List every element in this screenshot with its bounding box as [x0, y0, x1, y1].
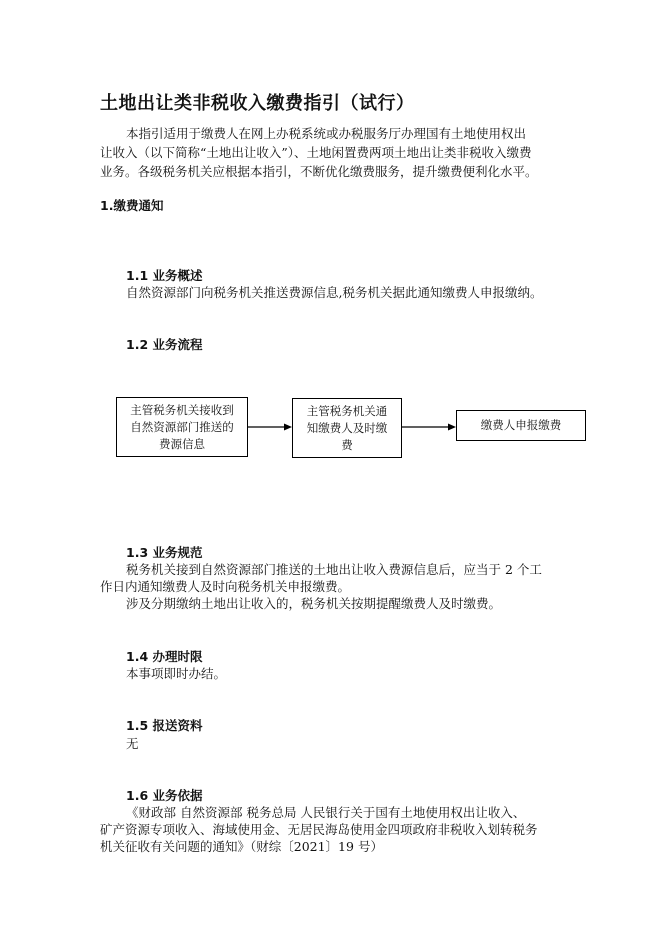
flow-arrowhead-2	[448, 424, 456, 431]
standards-line-1: 税务机关接到自然资源部门推送的土地出让收入费源信息后，应当于 2 个工	[126, 562, 542, 577]
basis-line-2: 矿产资源专项收入、海域使用金、无居民海岛使用金四项政府非税收入划转税务	[100, 822, 538, 837]
intro-line-1: 本指引适用于缴费人在网上办税系统或办税服务厅办理国有土地使用权出	[126, 126, 527, 141]
flow-step-notify-label: 主管税务机关通 知缴费人及时缴 费	[306, 403, 388, 452]
heading-standards: 1.3 业务规范	[126, 545, 203, 560]
flow-step-declare-label: 缴费人申报缴费	[480, 418, 562, 432]
heading-materials: 1.5 报送资料	[126, 718, 203, 733]
overview-text: 自然资源部门向税务机关推送费源信息,税务机关据此通知缴费人申报缴纳。	[126, 285, 543, 300]
page-title: 土地出让类非税收入缴费指引（试行）	[100, 93, 415, 114]
heading-basis: 1.6 业务依据	[126, 788, 203, 803]
materials-text: 无	[126, 736, 139, 751]
standards-line-3: 涉及分期缴纳土地出让收入的，税务机关按期提醒缴费人及时缴费。	[126, 596, 502, 611]
flow-arrowhead-1	[284, 424, 292, 431]
heading-process: 1.2 业务流程	[126, 337, 203, 352]
intro-line-3: 业务。各级税务机关应根据本指引，不断优化缴费服务，提升缴费便利化水平。	[100, 164, 538, 179]
standards-line-2: 作日内通知缴费人及时向税务机关申报缴费。	[100, 579, 351, 594]
basis-line-1: 《财政部 自然资源部 税务总局 人民银行关于国有土地使用权出让收入、	[126, 805, 526, 820]
intro-line-2: 让收入（以下简称“土地出让收入”）、土地闲置费两项土地出让类非税收入缴费	[100, 145, 532, 160]
section-heading-notice: 1.缴费通知	[100, 198, 164, 213]
flow-step-receive-label: 主管税务机关接收到 自然资源部门推送的 费源信息	[130, 402, 234, 451]
basis-line-3: 机关征收有关问题的通知》（财综〔2021〕19 号）	[100, 839, 383, 854]
heading-overview: 1.1 业务概述	[126, 268, 203, 283]
heading-time-limit: 1.4 办理时限	[126, 649, 203, 664]
time-limit-text: 本事项即时办结。	[126, 666, 227, 681]
